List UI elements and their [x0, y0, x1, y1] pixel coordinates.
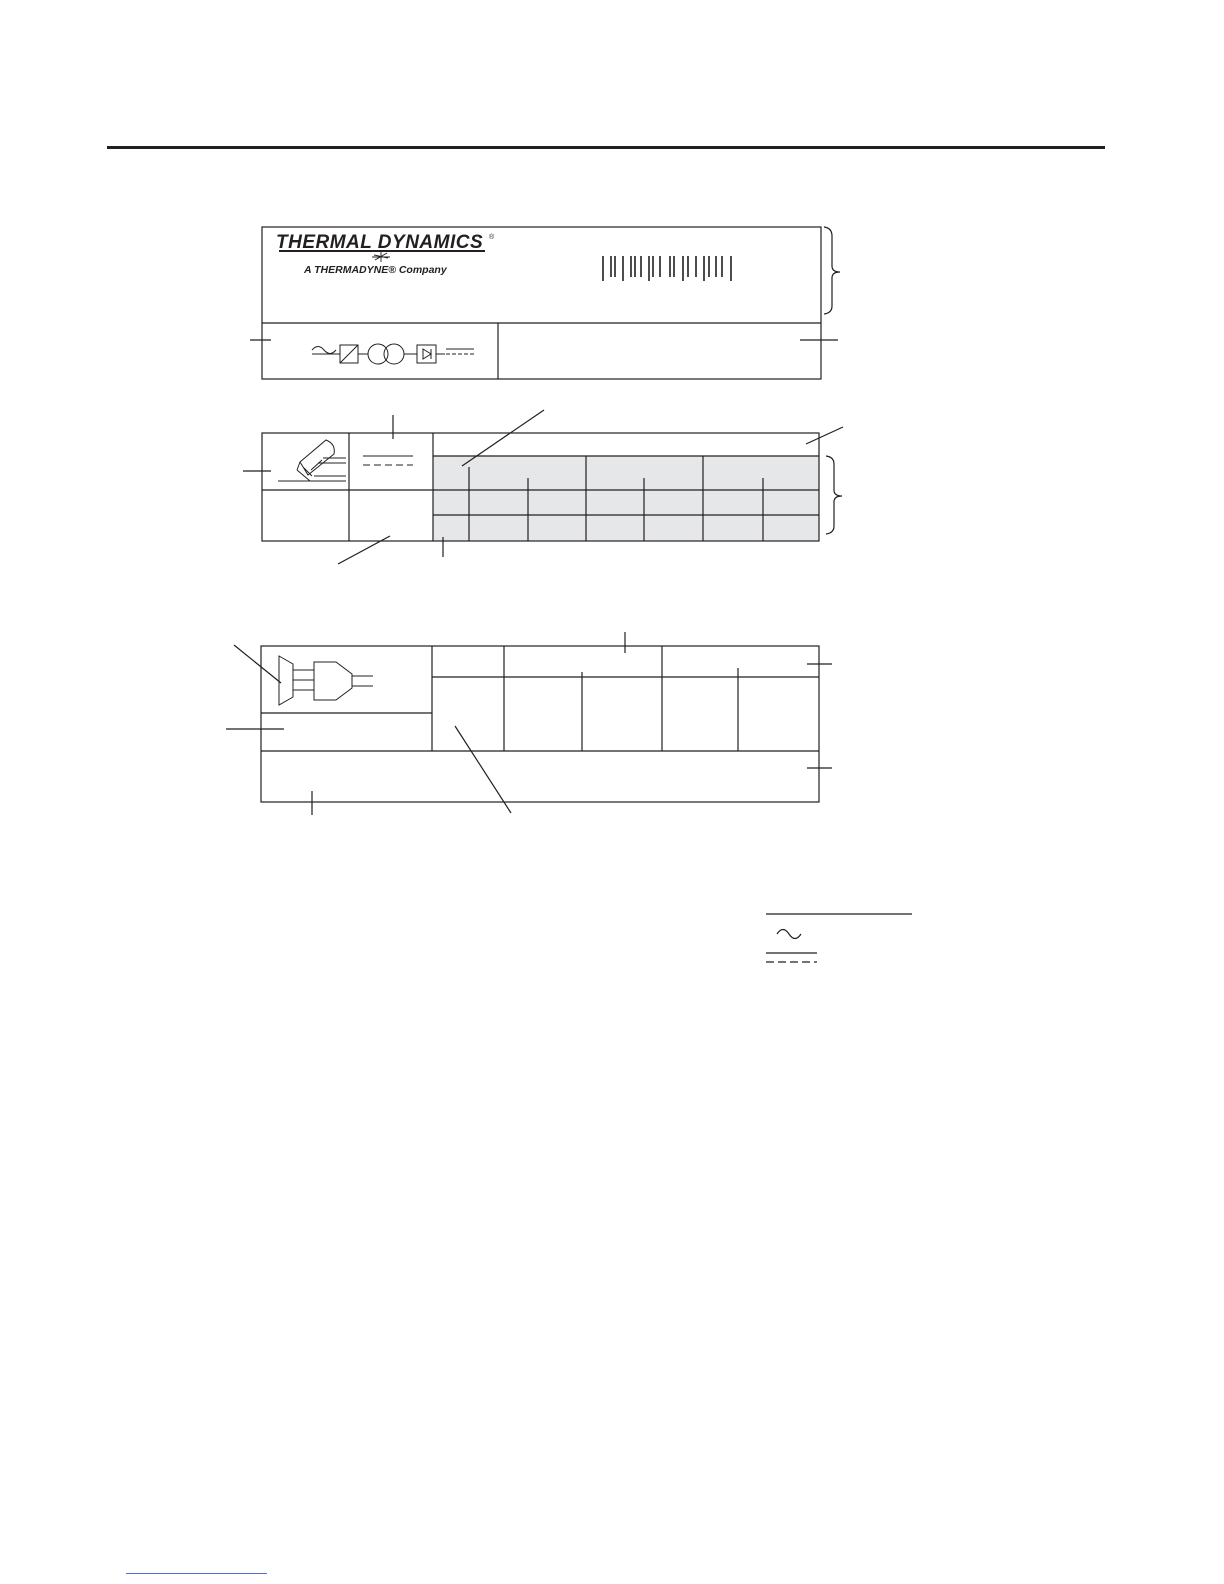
brace-output	[826, 456, 842, 534]
callout-leader	[455, 726, 511, 813]
callout-leader	[338, 536, 390, 564]
inverter-circuit-icon	[312, 344, 474, 364]
plasma-torch-icon	[278, 440, 346, 481]
callout-leader	[806, 427, 843, 444]
footer-link-underline	[126, 1573, 267, 1574]
panel-output	[243, 410, 843, 564]
registered-mark: ®	[489, 234, 495, 241]
spark-icon	[372, 251, 390, 262]
ac-symbol-icon	[777, 930, 801, 939]
brace-top	[824, 227, 840, 314]
callout-leader	[234, 645, 281, 683]
barcode-icon	[603, 256, 731, 281]
panel-top	[250, 227, 840, 379]
mains-plug-icon	[279, 656, 373, 705]
panel-input	[226, 632, 832, 815]
symbol-legend	[766, 914, 912, 962]
dc-symbol-icon	[363, 456, 413, 465]
brand-logo: THERMAL DYNAMICS	[276, 232, 484, 253]
brand-tagline: A THERMADYNE® Company	[304, 264, 447, 276]
